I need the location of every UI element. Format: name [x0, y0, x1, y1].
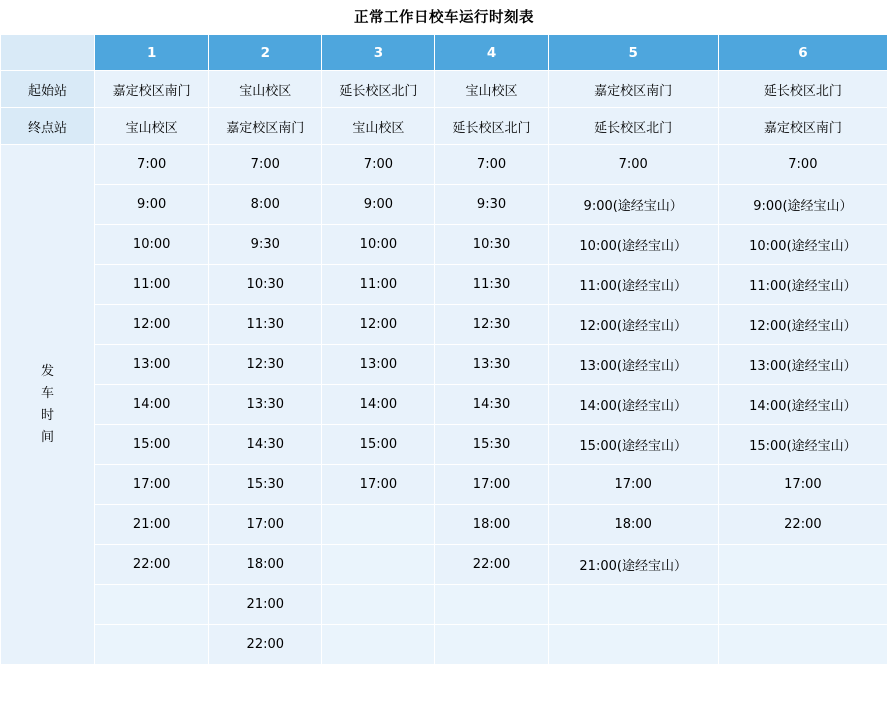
time-cell: 12:00(途经宝山） [718, 305, 887, 345]
time-cell [435, 585, 548, 625]
time-cell: 13:00(途经宝山） [548, 345, 718, 385]
time-cell: 11:30 [209, 305, 322, 345]
table-row [1, 305, 888, 345]
time-cell [435, 625, 548, 665]
time-cell: 12:30 [209, 345, 322, 385]
time-cell: 17:00 [95, 465, 209, 505]
time-cell: 13:00 [95, 345, 209, 385]
time-cell: 7:00 [209, 145, 322, 185]
time-cell: 13:30 [209, 385, 322, 425]
route-number-1: 1 [95, 35, 209, 71]
time-cell: 17:00 [718, 465, 887, 505]
time-cell: 21:00(途经宝山） [548, 545, 718, 585]
time-cell: 7:00 [95, 145, 209, 185]
destination-4: 延长校区北门 [435, 108, 548, 145]
time-cell: 9:00(途经宝山） [718, 185, 887, 225]
time-cell: 7:00 [435, 145, 548, 185]
table-row [1, 465, 888, 505]
time-cell [548, 585, 718, 625]
time-cell: 9:30 [209, 225, 322, 265]
time-cell: 8:00 [209, 185, 322, 225]
time-cell: 22:00 [209, 625, 322, 665]
table-row [1, 585, 888, 625]
row-label-departure-times [1, 145, 95, 665]
table-row [1, 505, 888, 545]
time-cell: 10:00 [322, 225, 435, 265]
time-cell [718, 545, 887, 585]
time-cell: 22:00 [95, 545, 209, 585]
time-cell [322, 505, 435, 545]
route-number-2: 2 [209, 35, 322, 71]
table-row [1, 265, 888, 305]
destination-6: 嘉定校区南门 [718, 108, 887, 145]
time-cell: 18:00 [548, 505, 718, 545]
time-cell: 14:00 [95, 385, 209, 425]
time-cell: 18:00 [435, 505, 548, 545]
table-row [1, 185, 888, 225]
time-cell: 12:00 [95, 305, 209, 345]
route-number-6: 6 [718, 35, 887, 71]
time-cell: 14:00 [322, 385, 435, 425]
time-cell: 15:00(途经宝山） [548, 425, 718, 465]
time-cell: 15:00(途经宝山） [718, 425, 887, 465]
time-cell: 11:00(途经宝山） [548, 265, 718, 305]
time-cell: 17:00 [209, 505, 322, 545]
route-number-5: 5 [548, 35, 718, 71]
time-cell: 9:30 [435, 185, 548, 225]
row-label-destination: 终点站 [1, 108, 95, 145]
time-cell: 11:00(途经宝山） [718, 265, 887, 305]
time-cell: 13:00(途经宝山） [718, 345, 887, 385]
time-cell: 15:00 [95, 425, 209, 465]
time-cell: 21:00 [95, 505, 209, 545]
origin-2: 宝山校区 [209, 71, 322, 108]
time-cell: 7:00 [548, 145, 718, 185]
origin-4: 宝山校区 [435, 71, 548, 108]
time-cell: 22:00 [435, 545, 548, 585]
origin-6: 延长校区北门 [718, 71, 887, 108]
table-row [1, 545, 888, 585]
table-row [1, 385, 888, 425]
destination-3: 宝山校区 [322, 108, 435, 145]
time-cell: 15:30 [209, 465, 322, 505]
time-cell: 10:00(途经宝山） [718, 225, 887, 265]
route-number-3: 3 [322, 35, 435, 71]
table-row [1, 425, 888, 465]
origin-1: 嘉定校区南门 [95, 71, 209, 108]
time-cell [322, 585, 435, 625]
header-corner-cell [1, 35, 95, 71]
time-cell: 22:00 [718, 505, 887, 545]
time-cell: 17:00 [435, 465, 548, 505]
bus-schedule-table [0, 34, 888, 665]
destination-2: 嘉定校区南门 [209, 108, 322, 145]
time-cell: 15:00 [322, 425, 435, 465]
time-cell: 10:00(途经宝山） [548, 225, 718, 265]
time-cell: 9:00 [322, 185, 435, 225]
time-cell: 12:00(途经宝山） [548, 305, 718, 345]
time-cell [322, 625, 435, 665]
table-row [1, 345, 888, 385]
table-header-row [1, 35, 888, 71]
time-cell: 14:30 [435, 385, 548, 425]
route-number-4: 4 [435, 35, 548, 71]
row-label-origin: 起始站 [1, 71, 95, 108]
table-row [1, 625, 888, 665]
time-cell: 18:00 [209, 545, 322, 585]
origin-5: 嘉定校区南门 [548, 71, 718, 108]
time-cell: 17:00 [548, 465, 718, 505]
time-cell [548, 625, 718, 665]
time-cell: 9:00 [95, 185, 209, 225]
origin-row [1, 71, 888, 108]
time-cell: 11:00 [95, 265, 209, 305]
time-cell [95, 625, 209, 665]
time-cell: 14:00(途经宝山） [548, 385, 718, 425]
destination-row [1, 108, 888, 145]
time-cell [322, 545, 435, 585]
time-cell: 10:00 [95, 225, 209, 265]
time-cell: 11:30 [435, 265, 548, 305]
time-cell: 7:00 [718, 145, 887, 185]
time-cell [718, 585, 887, 625]
time-cell: 10:30 [209, 265, 322, 305]
time-cell: 13:30 [435, 345, 548, 385]
time-cell: 12:00 [322, 305, 435, 345]
table-row [1, 225, 888, 265]
origin-3: 延长校区北门 [322, 71, 435, 108]
time-cell: 14:00(途经宝山） [718, 385, 887, 425]
time-cell [718, 625, 887, 665]
time-cell: 15:30 [435, 425, 548, 465]
destination-5: 延长校区北门 [548, 108, 718, 145]
time-cell [95, 585, 209, 625]
time-cell: 9:00(途经宝山） [548, 185, 718, 225]
time-cell: 21:00 [209, 585, 322, 625]
time-cell: 7:00 [322, 145, 435, 185]
table-row [1, 145, 888, 185]
time-cell: 13:00 [322, 345, 435, 385]
time-cell: 14:30 [209, 425, 322, 465]
time-cell: 12:30 [435, 305, 548, 345]
row-label-departure-times-text: 发车时间 [41, 363, 55, 445]
time-cell: 11:00 [322, 265, 435, 305]
page-title: 正常工作日校车运行时刻表 [354, 10, 534, 26]
time-cell: 10:30 [435, 225, 548, 265]
destination-1: 宝山校区 [95, 108, 209, 145]
time-cell: 17:00 [322, 465, 435, 505]
